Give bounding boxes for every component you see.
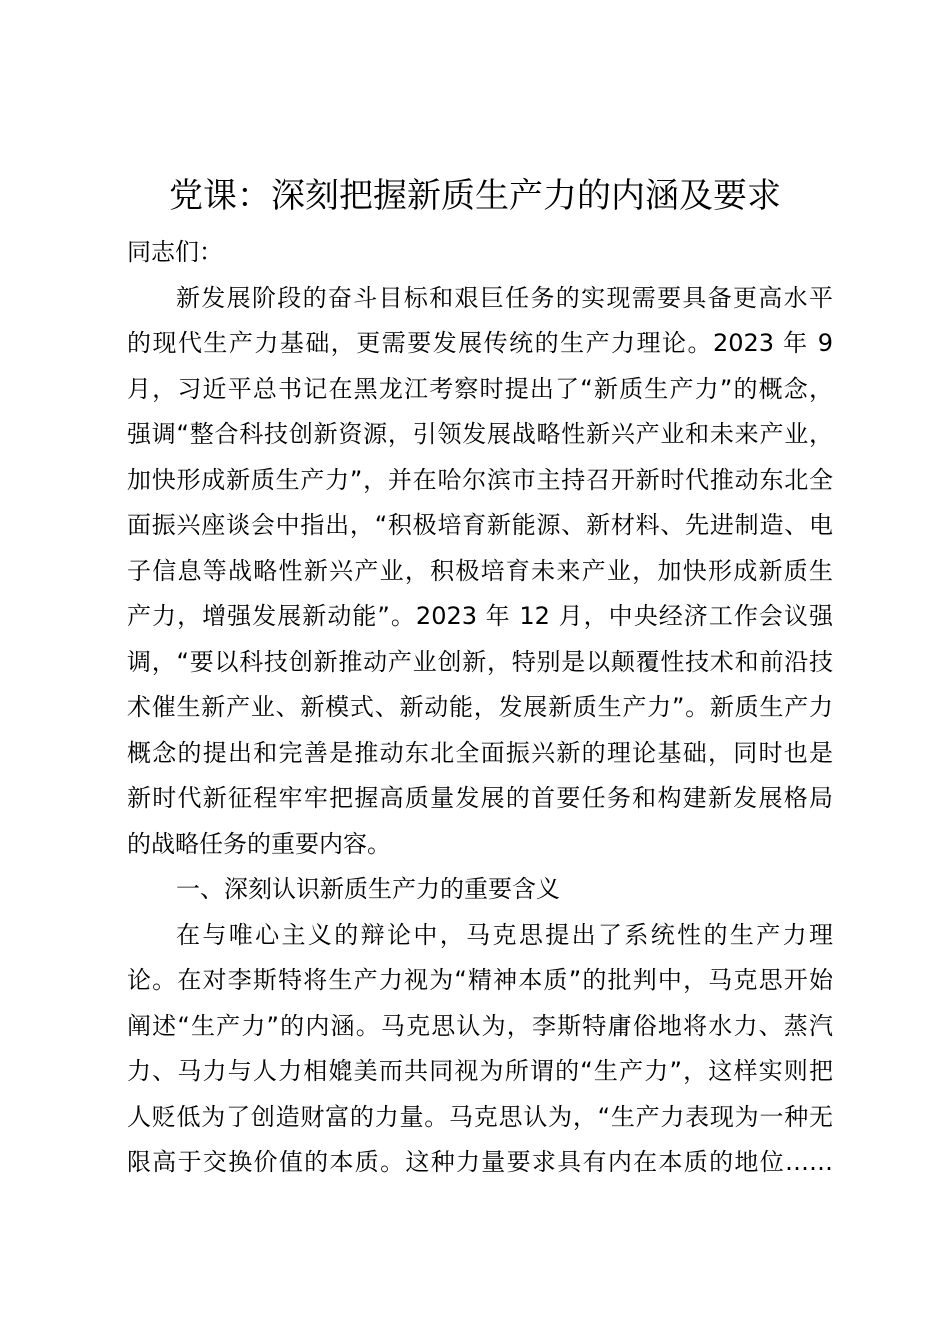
paragraph-line: 限高于交换价值的本质。这种力量要求具有内在本质的地位……	[127, 1148, 833, 1176]
paragraph-line: 论。在对李斯特将生产力视为“精神本质”的批判中，马克思开始	[127, 966, 833, 994]
paragraph-line: 力、马力与人力相媲美而共同视为所谓的“生产力”，这样实则把	[127, 1057, 833, 1085]
paragraph-line: 的战略任务的重要内容。	[127, 829, 391, 858]
paragraph-line: 加快形成新质生产力”，并在哈尔滨市主持召开新时代推动东北全	[127, 465, 833, 494]
paragraph-line: 月，习近平总书记在黑龙江考察时提出了“新质生产力”的概念，	[127, 374, 833, 403]
paragraph-line: 术催生新产业、新模式、新动能，发展新质生产力”。新质生产力	[127, 693, 833, 721]
paragraph-line: 阐述“生产力”的内涵。马克思认为，李斯特庸俗地将水力、蒸汽	[127, 1011, 833, 1040]
salutation: 同志们：	[127, 238, 223, 266]
paragraph-line: 子信息等战略性新兴产业，积极培育未来产业，加快形成新质生	[127, 556, 833, 585]
paragraph-line: 面振兴座谈会中指出，“积极培育新能源、新材料、先进制造、电	[127, 511, 833, 539]
paragraph-line: 新时代新征程牢牢把握高质量发展的首要任务和构建新发展格局	[127, 784, 833, 812]
section-heading: 一、深刻认识新质生产力的重要含义	[176, 875, 560, 903]
paragraph-line: 的现代生产力基础，更需要发展传统的生产力理论。2023 年 9	[127, 329, 833, 357]
paragraph-line: 在与唯心主义的辩论中，马克思提出了系统性的生产力理	[176, 920, 833, 949]
paragraph-line: 人贬低为了创造财富的力量。马克思认为，“生产力表现为一种无	[127, 1102, 833, 1131]
document-body	[127, 230, 833, 1186]
paragraph-line: 调，“要以科技创新推动产业创新，特别是以颠覆性技术和前沿技	[127, 647, 833, 676]
paragraph-line: 新发展阶段的奋斗目标和艰巨任务的实现需要具备更高水平	[176, 283, 833, 312]
document-title: 党课：深刻把握新质生产力的内涵及要求	[169, 176, 781, 216]
paragraph-line: 概念的提出和完善是推动东北全面振兴新的理论基础，同时也是	[127, 738, 833, 767]
paragraph-line: 强调“整合科技创新资源，引领发展战略性新兴产业和未来产业，	[127, 420, 833, 448]
paragraph-line: 产力，增强发展新动能”。2023 年 12 月，中央经济工作会议强	[127, 602, 833, 630]
